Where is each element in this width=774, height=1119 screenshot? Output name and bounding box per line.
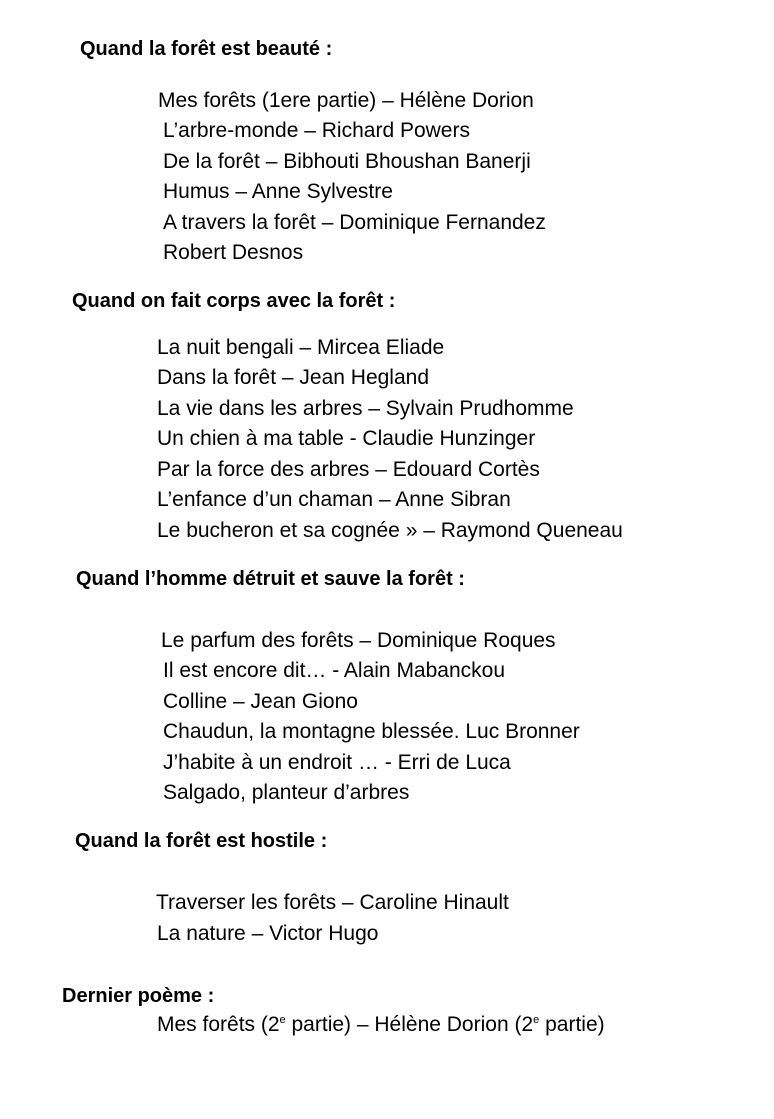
list-item: La vie dans les arbres – Sylvain Prudhomme bbox=[157, 397, 574, 420]
list-item: J’habite à un endroit … - Erri de Luca bbox=[163, 751, 511, 774]
section-heading: Dernier poème : bbox=[62, 985, 215, 1007]
section-heading: Quand on fait corps avec la forêt : bbox=[72, 290, 396, 312]
list-item: Chaudun, la montagne blessée. Luc Bronner bbox=[163, 720, 580, 743]
list-item: Par la force des arbres – Edouard Cortès bbox=[157, 458, 540, 481]
list-item: La nuit bengali – Mircea Eliade bbox=[157, 336, 445, 359]
list-item: Un chien à ma table - Claudie Hunzinger bbox=[157, 427, 536, 450]
list-item: La nature – Victor Hugo bbox=[157, 922, 379, 945]
list-item: De la forêt – Bibhouti Bhoushan Banerji bbox=[163, 150, 531, 173]
section-heading: Quand la forêt est hostile : bbox=[75, 830, 328, 852]
list-item: Humus – Anne Sylvestre bbox=[163, 180, 393, 203]
list-item: L’enfance d’un chaman – Anne Sibran bbox=[157, 488, 511, 511]
list-item: Colline – Jean Giono bbox=[163, 690, 358, 713]
section-heading: Quand la forêt est beauté : bbox=[80, 38, 333, 60]
list-item: Il est encore dit… - Alain Mabanckou bbox=[163, 659, 506, 682]
list-item: Robert Desnos bbox=[163, 241, 304, 264]
list-item: A travers la forêt – Dominique Fernandez bbox=[163, 211, 546, 234]
list-item: Le bucheron et sa cognée » – Raymond Queneau bbox=[157, 519, 623, 542]
list-item: Le parfum des forêts – Dominique Roques bbox=[161, 629, 556, 652]
list-item: Traverser les forêts – Caroline Hinault bbox=[156, 891, 509, 914]
list-item: L’arbre-monde – Richard Powers bbox=[163, 119, 470, 142]
list-item: Mes forêts (1ere partie) – Hélène Dorion bbox=[158, 89, 534, 112]
list-item: Dans la forêt – Jean Hegland bbox=[157, 366, 430, 389]
list-item: Salgado, planteur d’arbres bbox=[163, 781, 410, 804]
list-item-last: Mes forêts (2e partie) – Hélène Dorion (2e partie) bbox=[157, 1013, 605, 1036]
section-heading: Quand l’homme détruit et sauve la forêt : bbox=[76, 568, 465, 590]
